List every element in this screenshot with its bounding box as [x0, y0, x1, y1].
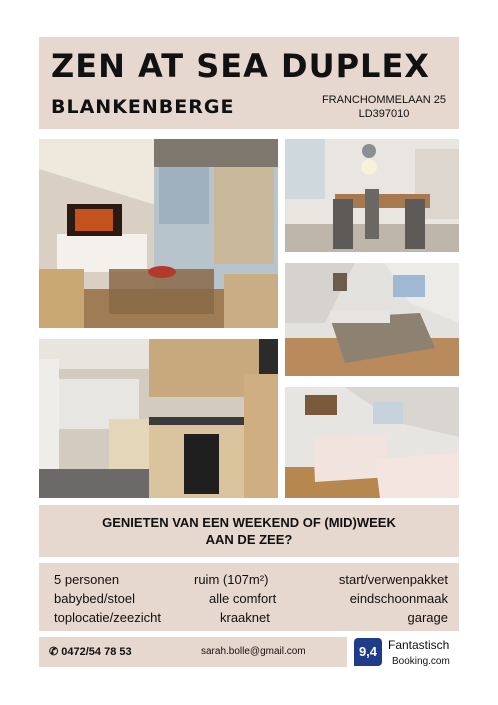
photo-living-room — [39, 139, 278, 328]
address-block — [319, 93, 449, 121]
phone-icon: ✆ — [49, 646, 59, 658]
photo-bedroom-1 — [285, 263, 459, 376]
phone-text: 0472/54 78 53 — [61, 646, 132, 658]
rating-score-badge: 9,4 — [354, 638, 382, 666]
reference-code: LD397010 — [358, 108, 410, 120]
header-panel — [39, 37, 459, 129]
feature-welcome-pack: start/verwenpakket — [338, 572, 448, 587]
photo-dining-room — [285, 139, 459, 252]
photo-kitchen — [39, 339, 278, 498]
feature-location: toplocatie/zeezicht — [54, 610, 161, 625]
feature-size: ruim (107m²) — [194, 572, 269, 587]
tagline-panel — [39, 505, 459, 557]
email-address[interactable]: sarah.bolle@gmail.com — [201, 646, 306, 657]
phone-number[interactable] — [49, 645, 132, 658]
rating-source: Booking.com — [392, 656, 450, 667]
listing-city: BLANKENBERGE — [51, 96, 235, 118]
features-panel — [39, 563, 459, 631]
listing-title: ZEN AT SEA DUPLEX — [51, 47, 430, 85]
tagline-line-1: GENIETEN VAN EEN WEEKEND OF (MID)WEEK — [102, 515, 396, 530]
photo-bedroom-2 — [285, 387, 459, 498]
contact-panel — [39, 637, 347, 667]
feature-babybed: babybed/stoel — [54, 591, 135, 606]
feature-persons: 5 personen — [54, 572, 120, 587]
tagline-line-2: AAN DE ZEE? — [205, 532, 293, 547]
feature-cleaning: eindschoonmaak — [349, 591, 448, 606]
street-address: FRANCHOMMELAAN 25 — [321, 94, 447, 106]
rating-label: Fantastisch — [388, 638, 450, 652]
feature-garage: garage — [407, 610, 448, 625]
feature-comfort: alle comfort — [209, 591, 277, 606]
feature-linen: kraaknet — [220, 610, 270, 625]
